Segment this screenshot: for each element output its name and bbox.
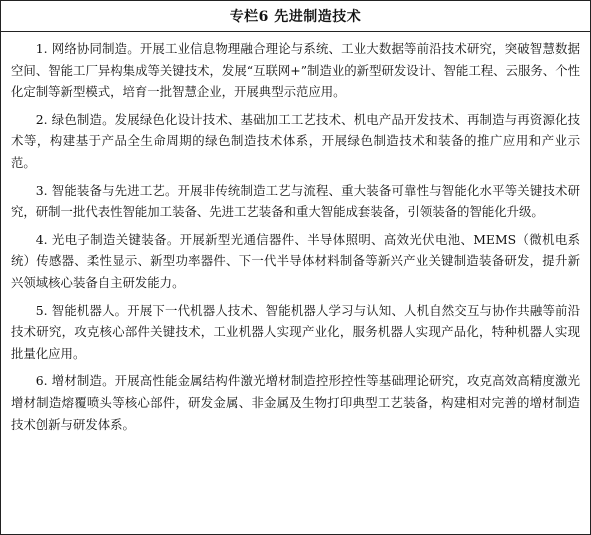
item-text: 开展下一代机器人技术、智能机器人学习与认知、人机自然交互与协作共融等前沿技术研究，攻克核心部件关键技术，工业机器人实现产业化，服务机器人实现产品化，特种机器人实现批量化应用。 (11, 302, 581, 361)
item-green-manufacturing (11, 109, 580, 174)
item-text: 开展工业信息物理融合理论与系统、工业大数据等前沿技术研究，突破智慧数据空间、智能工厂异构集成等关键技术，发展“互联网+”制造业的新型研发设计、智能工程、云服务、个性化定制等新型模式，培育一批智慧企业，开展典型示范应用。 (11, 41, 581, 100)
item-network-manufacturing (11, 38, 580, 103)
item-text: 开展新型光通信器件、半导体照明、高效光伏电池、MEMS（微机电系统）传感器、柔性显示、新型功率器件、下一代半导体材料制备等新兴产业关键制造装备研发，提升新兴领域核心装备自主研发能力。 (11, 231, 580, 290)
column-body (1, 32, 590, 435)
item-additive-manufacturing (11, 370, 580, 435)
item-label: 3. 智能装备与先进工艺。 (35, 182, 178, 198)
item-intelligent-robots (11, 300, 580, 365)
item-text: 发展绿色化设计技术、基础加工工艺技术、机电产品开发技术、再制造与再资源化技术等，构建基于产品全生命周期的绿色制造技术体系，开展绿色制造技术和装备的推广应用和产业示范。 (11, 111, 581, 170)
item-label: 1. 网络协同制造。 (35, 41, 140, 56)
item-label: 2. 绿色制造。 (35, 111, 115, 127)
item-text: 开展高性能金属结构件激光增材制造控形控性等基础理论研究，攻克高效高精度激光增材制造熔覆喷头等核心部件，研发金属、非金属及生物打印典型工艺装备，构建相对完善的增材制造技术创新与研发体系。 (11, 373, 581, 432)
item-label: 4. 光电子制造关键装备。 (35, 231, 180, 247)
item-label: 5. 智能机器人。 (35, 302, 128, 318)
item-label: 6. 增材制造。 (35, 373, 115, 389)
item-smart-equipment (11, 180, 580, 223)
column-title: 专栏6 先进制造技术 (1, 1, 590, 32)
item-text: 开展非传统制造工艺与流程、重大装备可靠性与智能化水平等关键技术研究，研制一批代表性智能加工装备、先进工艺装备和重大智能成套装备，引领装备的智能化升级。 (11, 182, 581, 220)
item-optoelectronic-equipment (11, 229, 580, 294)
